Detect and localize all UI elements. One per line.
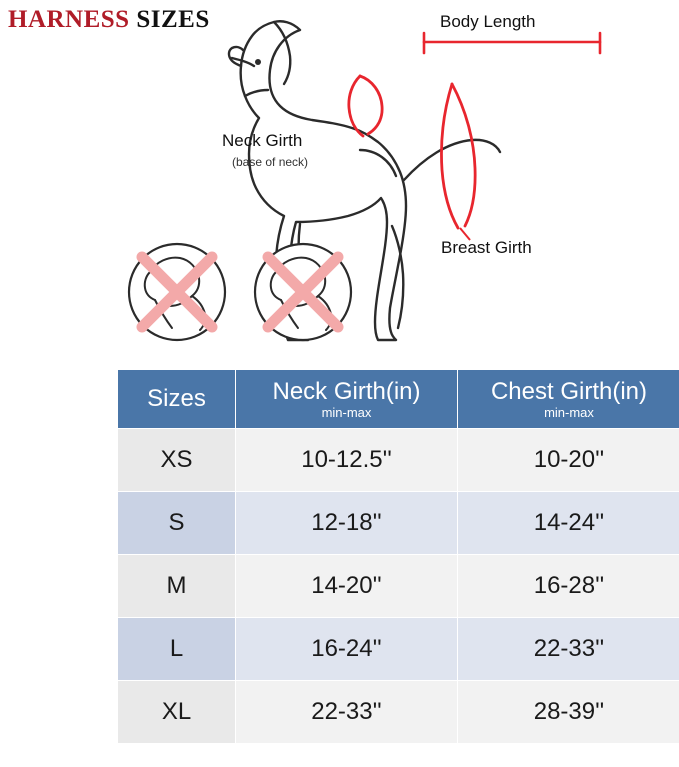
cell-size: L bbox=[118, 618, 236, 681]
dog-side-view-icon bbox=[0, 0, 679, 360]
label-breast-girth: Breast Girth bbox=[441, 238, 532, 257]
table-row bbox=[118, 681, 679, 744]
table-row bbox=[118, 492, 679, 555]
cell-chest-girth: 28-39'' bbox=[458, 681, 679, 744]
table-row bbox=[118, 618, 679, 681]
column-header-sizes-main: Sizes bbox=[147, 384, 206, 412]
cell-neck-girth: 22-33'' bbox=[236, 681, 458, 744]
cell-chest-girth: 16-28'' bbox=[458, 555, 679, 618]
measurement-diagram bbox=[0, 0, 679, 360]
wrong-fit-crossed-icon-2 bbox=[255, 244, 351, 340]
size-chart-table bbox=[117, 369, 679, 744]
cell-neck-girth: 14-20'' bbox=[236, 555, 458, 618]
cell-chest-girth: 22-33'' bbox=[458, 618, 679, 681]
column-header-neck-girth-main: Neck Girth(in) bbox=[272, 377, 421, 405]
column-header-chest-girth-sub: min-max bbox=[544, 404, 594, 420]
cell-neck-girth: 10-12.5'' bbox=[236, 429, 458, 492]
column-header-neck-girth-sub: min-max bbox=[321, 404, 372, 420]
label-body-length: Body Length bbox=[440, 12, 536, 31]
column-header-neck-girth bbox=[236, 370, 458, 429]
column-header-chest-girth-main: Chest Girth(in) bbox=[490, 377, 648, 405]
body-length-measure-line bbox=[424, 33, 600, 53]
cell-chest-girth: 10-20'' bbox=[458, 429, 679, 492]
cell-size: S bbox=[118, 492, 236, 555]
cell-chest-girth: 14-24'' bbox=[458, 492, 679, 555]
cell-size: XL bbox=[118, 681, 236, 744]
column-header-sizes bbox=[118, 370, 236, 429]
cell-neck-girth: 12-18'' bbox=[236, 492, 458, 555]
table-header-row bbox=[118, 370, 679, 429]
cell-neck-girth: 16-24'' bbox=[236, 618, 458, 681]
label-neck-girth: Neck Girth bbox=[222, 131, 303, 150]
column-header-chest-girth bbox=[458, 370, 679, 429]
table-row bbox=[118, 555, 679, 618]
breast-girth-measure-line bbox=[441, 84, 475, 228]
table-row bbox=[118, 429, 679, 492]
cell-size: M bbox=[118, 555, 236, 618]
page-title-harness: HARNESS bbox=[8, 6, 130, 33]
cell-size: XS bbox=[118, 429, 236, 492]
page-title-sizes: SIZES bbox=[136, 6, 210, 33]
neck-girth-measure-line bbox=[349, 76, 382, 136]
label-neck-girth-sub: (base of neck) bbox=[232, 155, 309, 169]
wrong-fit-crossed-icon-1 bbox=[129, 244, 225, 340]
